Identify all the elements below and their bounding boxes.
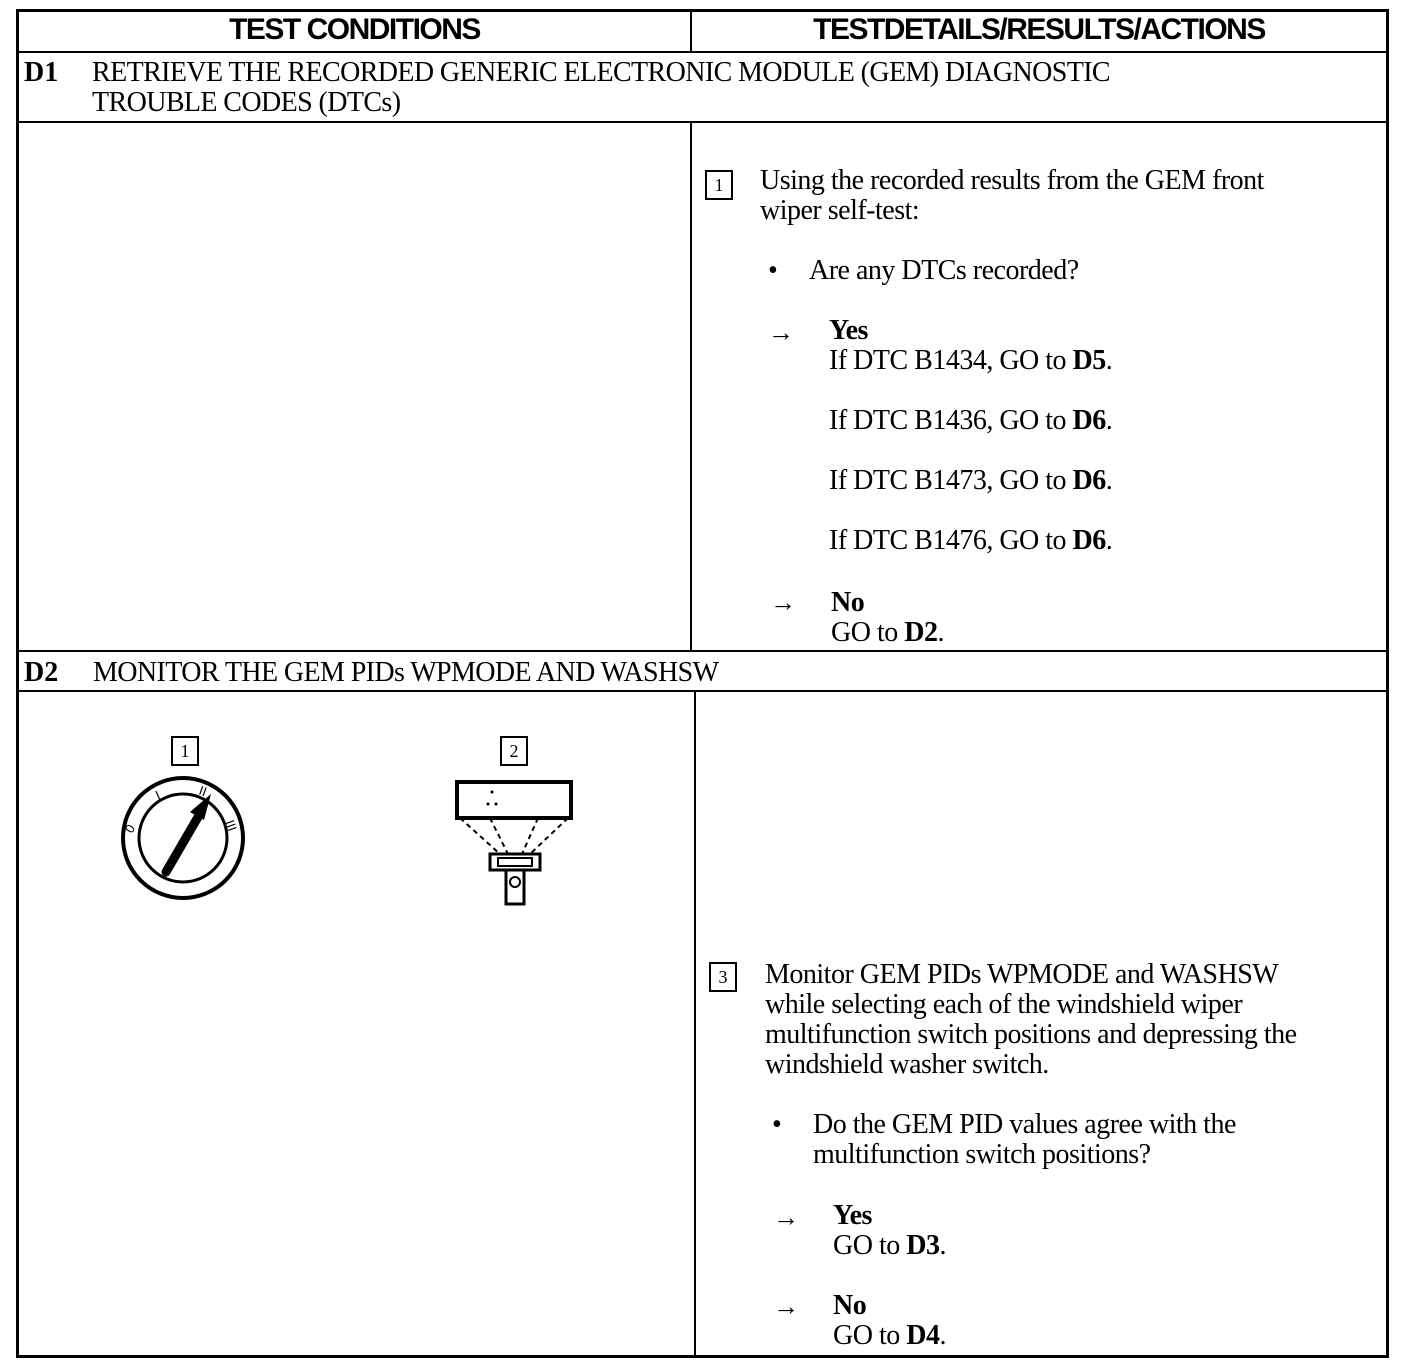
header-test-conditions: TEST CONDITIONS [229, 13, 480, 46]
ignition-mark-3: III [222, 817, 240, 834]
d2-yes-action: GO to D3. [833, 1230, 946, 1261]
d2-title-top-divider [16, 650, 1388, 652]
d2-yes-label: Yes [833, 1200, 872, 1231]
d2-step-text-line3: multifunction switch positions and depressing the [765, 1019, 1297, 1050]
table-border-bottom [16, 1355, 1389, 1358]
d2-title: MONITOR THE GEM PIDs WPMODE AND WASHSW [93, 657, 719, 688]
d2-step-text-line1: Monitor GEM PIDs WPMODE and WASHSW [765, 959, 1279, 990]
d1-title-divider [16, 121, 1388, 123]
d2-title-bottom-divider [16, 690, 1388, 692]
d1-question: Are any DTCs recorded? [809, 255, 1079, 286]
d2-bullet: • [772, 1109, 782, 1140]
ignition-mark-2: II [196, 782, 209, 800]
d2-step-number-box: 3 [709, 962, 737, 992]
d1-step-text-line1: Using the recorded results from the GEM front [760, 165, 1264, 196]
d2-no-arrow: → [773, 1292, 799, 1321]
d1-id: D1 [24, 57, 59, 88]
ignition-mark-1: I [152, 787, 163, 803]
d1-yes-action-3: If DTC B1473, GO to D6. [829, 465, 1113, 496]
d1-step-text-line2: wiper self-test: [760, 195, 920, 226]
d1-no-arrow: → [770, 588, 796, 617]
header-divider [16, 51, 1388, 53]
d2-yes-arrow: → [773, 1203, 799, 1232]
d1-yes-action-4: If DTC B1476, GO to D6. [829, 525, 1113, 556]
d2-no-action: GO to D4. [833, 1320, 946, 1351]
table-border-top [16, 9, 1388, 12]
d2-step-text-line4: windshield washer switch. [765, 1049, 1049, 1080]
d1-step-number-box: 1 [705, 170, 733, 200]
d1-title-line2: TROUBLE CODES (DTCs) [92, 87, 401, 118]
column-divider-d1 [690, 121, 692, 652]
header-test-details: TESTDETAILS/RESULTS/ACTIONS [813, 13, 1265, 46]
d2-figure2-label: 2 [500, 736, 528, 766]
d2-question-line1: Do the GEM PID values agree with the [813, 1109, 1236, 1140]
column-divider-d2 [694, 690, 696, 1357]
table-border-right [1386, 9, 1389, 1358]
d1-yes-arrow: → [768, 318, 794, 347]
table-border-left [16, 9, 19, 1358]
d2-id: D2 [24, 657, 59, 688]
d1-title-line1: RETRIEVE THE RECORDED GENERIC ELECTRONIC MODULE (GEM) DIAGNOSTIC [92, 57, 1110, 88]
d1-yes-action-2: If DTC B1436, GO to D6. [829, 405, 1113, 436]
d1-no-action: GO to D2. [831, 617, 944, 648]
d1-yes-label: Yes [829, 315, 868, 346]
d2-no-label: No [833, 1290, 867, 1321]
d1-yes-action-1: If DTC B1434, GO to D5. [829, 345, 1113, 376]
d2-figure1-label: 1 [171, 736, 199, 766]
d2-question-line2: multifunction switch positions? [813, 1139, 1151, 1170]
d1-bullet: • [768, 255, 778, 286]
d1-no-label: No [831, 587, 865, 618]
ignition-mark-0: 0 [121, 821, 139, 836]
ignition-switch-icon [118, 772, 248, 904]
scan-tool-icon [452, 776, 578, 908]
d2-step-text-line2: while selecting each of the windshield wiper [765, 989, 1243, 1020]
